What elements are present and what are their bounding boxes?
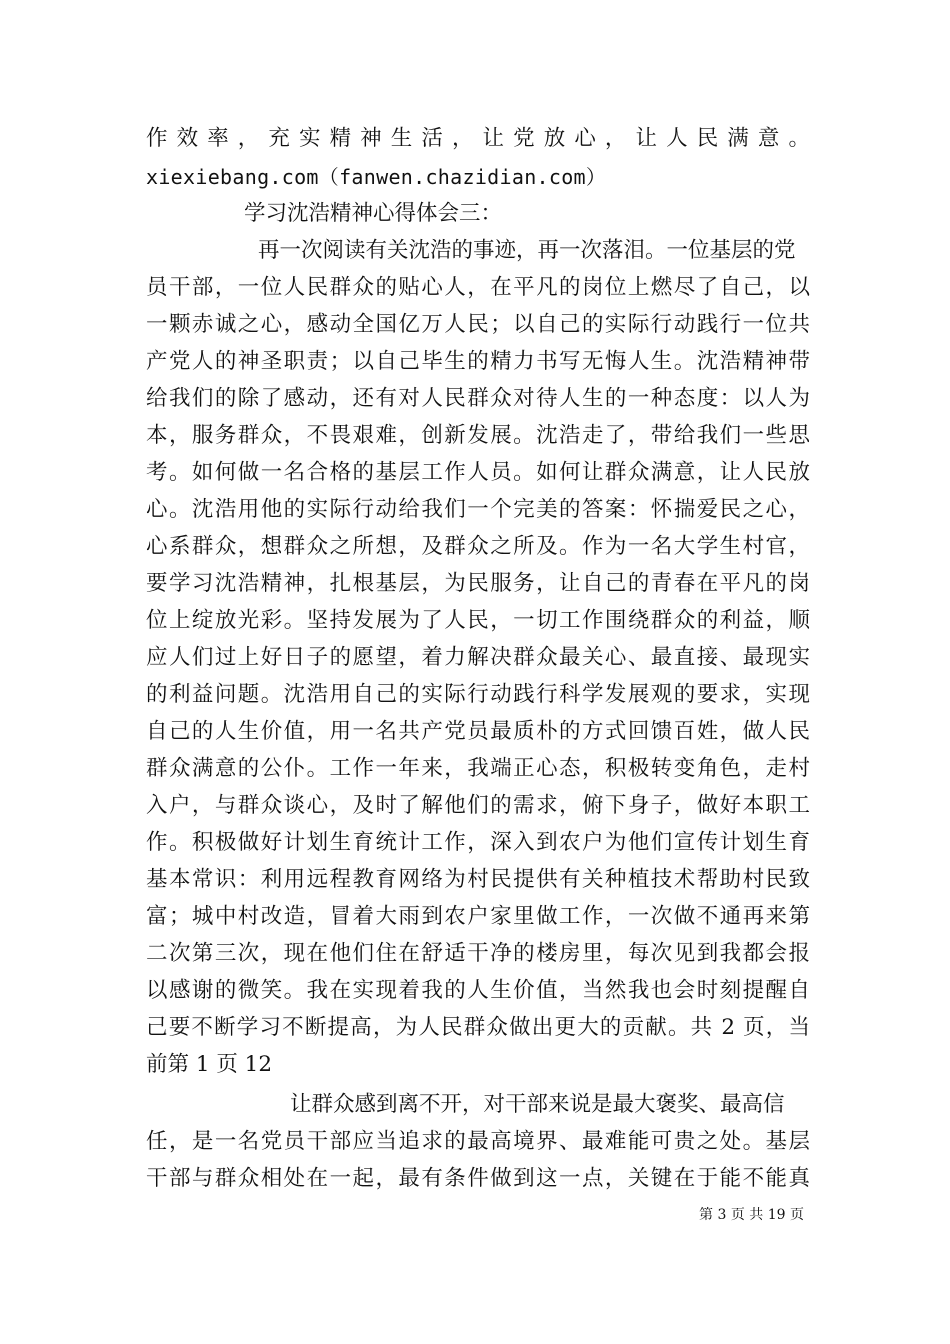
section-heading: 学习沈浩精神心得体会三： (244, 201, 503, 226)
paragraph-line: 入户，与群众谈心，及时了解他们的需求，俯下身子，做好本职工 (146, 793, 810, 818)
source-url-line: xiexiebang.com（fanwen.chazidian.com） (146, 165, 607, 189)
paragraph-line: 作效率，充实精神生活，让党放心，让人民满意。 (146, 126, 810, 151)
paragraph-line: 考。如何做一名合格的基层工作人员。如何让群众满意，让人民放 (146, 460, 810, 485)
paragraph-line: 作。积极做好计划生育统计工作，深入到农户为他们宣传计划生育 (146, 830, 810, 855)
paragraph-line: 的利益问题。沈浩用自己的实际行动践行科学发展观的要求，实现 (146, 682, 810, 707)
paragraph-line: 自己的人生价值，用一名共产党员最质朴的方式回馈百姓，做人民 (146, 719, 810, 744)
paragraph-line: 再一次阅读有关沈浩的事迹，再一次落泪。一位基层的党 (258, 238, 796, 263)
paragraph-line: 群众满意的公仆。工作一年来，我端正心态，积极转变角色，走村 (146, 756, 810, 781)
paragraph-line: 心系群众，想群众之所想，及群众之所及。作为一名大学生村官， (146, 534, 810, 559)
paragraph-line: 以感谢的微笑。我在实现着我的人生价值，当然我也会时刻提醒自 (146, 978, 810, 1003)
paragraph-line: 位上绽放光彩。坚持发展为了人民，一切工作围绕群众的利益，顺 (146, 608, 810, 633)
page-number: 第 3 页 共 19 页 (699, 1207, 804, 1223)
paragraph-line: 一颗赤诚之心，感动全国亿万人民；以自己的实际行动践行一位共 (146, 312, 810, 337)
paragraph-line: 应人们过上好日子的愿望，着力解决群众最关心、最直接、最现实 (146, 645, 810, 670)
paragraph-line: 产党人的神圣职责；以自己毕生的精力书写无悔人生。沈浩精神带 (146, 349, 810, 374)
paragraph-line: 二次第三次，现在他们住在舒适干净的楼房里，每次见到我都会报 (146, 941, 810, 966)
paragraph-line: 基本常识：利用远程教育网络为村民提供有关种植技术帮助村民致 (146, 867, 810, 892)
paragraph-line: 己要不断学习不断提高，为人民群众做出更大的贡献。共 2 页，当 (146, 1015, 810, 1040)
paragraph-line: 富；城中村改造，冒着大雨到农户家里做工作，一次做不通再来第 (146, 904, 810, 929)
paragraph-line: 要学习沈浩精神，扎根基层，为民服务，让自己的青春在平凡的岗 (146, 571, 810, 596)
paragraph-line: 任，是一名党员干部应当追求的最高境界、最难能可贵之处。基层 (146, 1129, 810, 1154)
paragraph-line: 让群众感到离不开，对干部来说是最大褒奖、最高信 (290, 1092, 785, 1117)
paragraph-line: 干部与群众相处在一起，最有条件做到这一点，关键在于能不能真 (146, 1166, 810, 1191)
paragraph-line: 员干部，一位人民群众的贴心人，在平凡的岗位上燃尽了自己，以 (146, 275, 810, 300)
paragraph-line: 心。沈浩用他的实际行动给我们一个完美的答案：怀揣爱民之心， (146, 497, 810, 522)
paragraph-line: 前第 1 页 12 (146, 1052, 273, 1077)
paragraph-line: 给我们的除了感动，还有对人民群众对待人生的一种态度：以人为 (146, 386, 810, 411)
paragraph-line: 本，服务群众，不畏艰难，创新发展。沈浩走了，带给我们一些思 (146, 423, 810, 448)
